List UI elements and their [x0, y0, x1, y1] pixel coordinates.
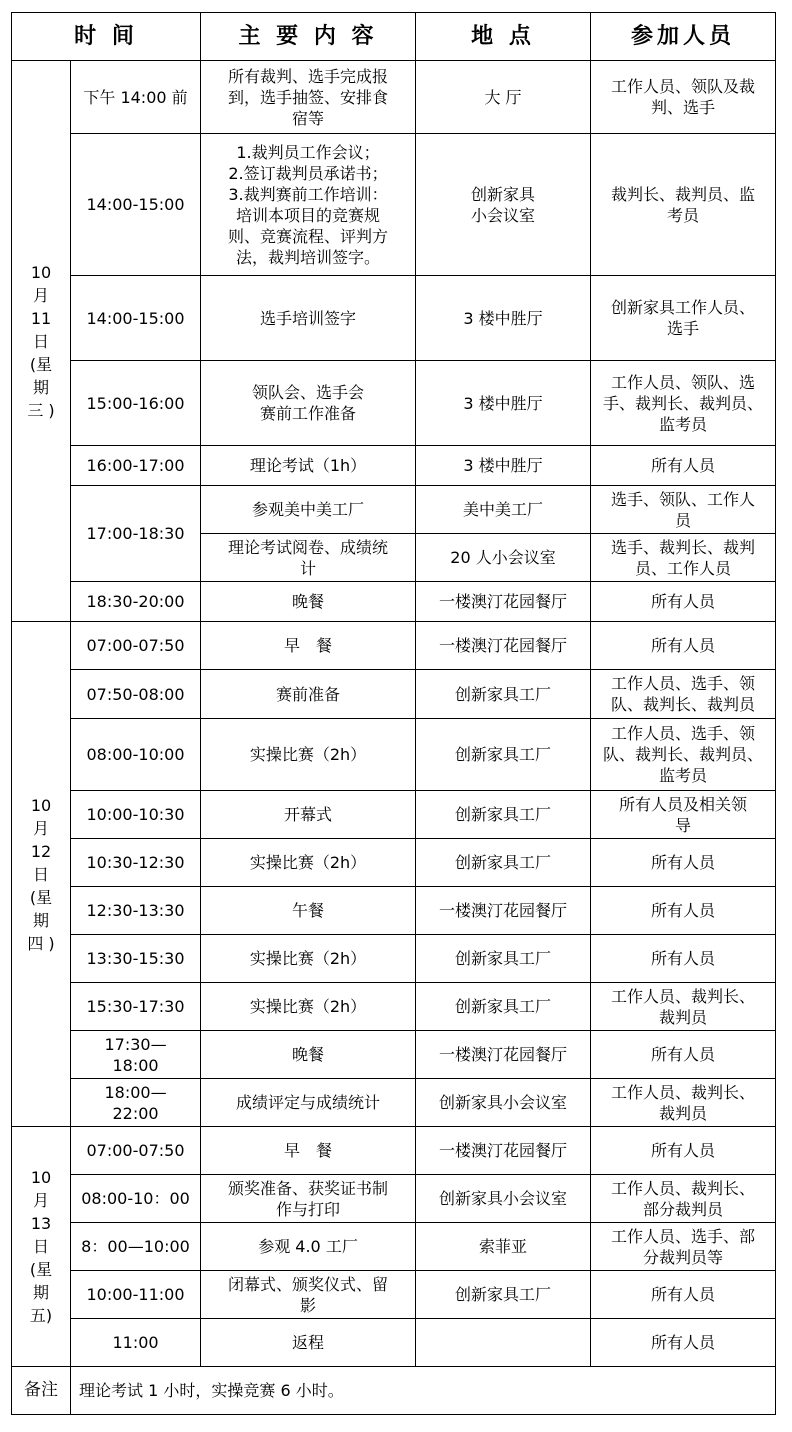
place-cell: 创新家具工厂: [416, 935, 591, 983]
table-row: [12, 486, 776, 534]
time-cell: 10:30-12:30: [71, 839, 201, 887]
people-cell: 工作人员、选手、部 分裁判员等: [591, 1223, 776, 1271]
people-cell: 工作人员、裁判长、 裁判员: [591, 1079, 776, 1127]
table-row: [12, 622, 776, 670]
table-row: [12, 446, 776, 486]
content-cell: 1.裁判员工作会议； 2.签订裁判员承诺书； 3.裁判赛前工作培训： 培训本项目的竞赛规 则、竞赛流程、评判方 法，裁判培训签字。: [201, 134, 416, 276]
table-row: [12, 983, 776, 1031]
people-cell: 选手、领队、工作人 员: [591, 486, 776, 534]
time-cell: 18:30-20:00: [71, 582, 201, 622]
remark-row: [12, 1367, 776, 1415]
table-row: [12, 1271, 776, 1319]
content-cell: 实操比赛（2h）: [201, 719, 416, 791]
table-row: [12, 361, 776, 446]
place-cell: 创新家具工厂: [416, 719, 591, 791]
header-people: 参加人员: [591, 13, 776, 61]
content-cell: 所有裁判、选手完成报 到，选手抽签、安排食 宿等: [201, 61, 416, 134]
people-cell: 工作人员、领队、选 手、裁判长、裁判员、 监考员: [591, 361, 776, 446]
time-cell: 14:00-15:00: [71, 276, 201, 361]
place-cell: 一楼澳汀花园餐厅: [416, 1127, 591, 1175]
header-row: [12, 13, 776, 61]
place-cell: 创新家具工厂: [416, 1271, 591, 1319]
time-cell: 14:00-15:00: [71, 134, 201, 276]
header-time: 时 间: [12, 13, 201, 61]
time-cell: 08:00-10：00: [71, 1175, 201, 1223]
schedule-table: [11, 12, 776, 1415]
content-cell: 早 餐: [201, 1127, 416, 1175]
content-cell: 早 餐: [201, 622, 416, 670]
time-cell: 10:00-11:00: [71, 1271, 201, 1319]
people-cell: 所有人员: [591, 622, 776, 670]
place-cell: 索菲亚: [416, 1223, 591, 1271]
day-label: 10 月 12 日 (星 期 四 ): [12, 622, 71, 1127]
people-cell: 所有人员: [591, 446, 776, 486]
table-row: [12, 61, 776, 134]
people-cell: 所有人员: [591, 582, 776, 622]
time-cell: 13:30-15:30: [71, 935, 201, 983]
time-cell: 08:00-10:00: [71, 719, 201, 791]
table-row: [12, 935, 776, 983]
people-cell: 所有人员及相关领 导: [591, 791, 776, 839]
people-cell: 所有人员: [591, 1031, 776, 1079]
place-cell: 一楼澳汀花园餐厅: [416, 622, 591, 670]
table-row: [12, 887, 776, 935]
time-cell: 07:50-08:00: [71, 670, 201, 719]
people-cell: 所有人员: [591, 1271, 776, 1319]
content-cell: 参观 4.0 工厂: [201, 1223, 416, 1271]
header-content: 主 要 内 容: [201, 13, 416, 61]
place-cell: [416, 1319, 591, 1367]
content-cell: 实操比赛（2h）: [201, 839, 416, 887]
people-cell: 工作人员、裁判长、 部分裁判员: [591, 1175, 776, 1223]
table-row: [12, 582, 776, 622]
people-cell: 所有人员: [591, 1127, 776, 1175]
time-cell: 17:30— 18:00: [71, 1031, 201, 1079]
remark-label: 备注: [12, 1367, 71, 1415]
table-row: [12, 1223, 776, 1271]
people-cell: 裁判长、裁判员、监 考员: [591, 134, 776, 276]
header-place: 地 点: [416, 13, 591, 61]
time-cell: 17:00-18:30: [71, 486, 201, 582]
time-cell: 下午 14:00 前: [71, 61, 201, 134]
place-cell: 3 楼中胜厅: [416, 276, 591, 361]
place-cell: 3 楼中胜厅: [416, 361, 591, 446]
content-cell: 闭幕式、颁奖仪式、留 影: [201, 1271, 416, 1319]
table-row: [12, 670, 776, 719]
content-cell: 参观美中美工厂: [201, 486, 416, 534]
people-cell: 工作人员、裁判长、 裁判员: [591, 983, 776, 1031]
place-cell: 大 厅: [416, 61, 591, 134]
people-cell: 创新家具工作人员、 选手: [591, 276, 776, 361]
place-cell: 一楼澳汀花园餐厅: [416, 582, 591, 622]
content-cell: 晚餐: [201, 1031, 416, 1079]
table-row: [12, 1079, 776, 1127]
people-cell: 所有人员: [591, 935, 776, 983]
content-cell: 成绩评定与成绩统计: [201, 1079, 416, 1127]
place-cell: 美中美工厂: [416, 486, 591, 534]
place-cell: 创新家具工厂: [416, 670, 591, 719]
day-label: 10 月 11 日 (星 期 三 ): [12, 61, 71, 622]
table-row: [12, 276, 776, 361]
content-cell: 晚餐: [201, 582, 416, 622]
place-cell: 创新家具工厂: [416, 983, 591, 1031]
content-cell: 颁奖准备、获奖证书制 作与打印: [201, 1175, 416, 1223]
time-cell: 07:00-07:50: [71, 1127, 201, 1175]
content-cell: 返程: [201, 1319, 416, 1367]
place-cell: 20 人小会议室: [416, 534, 591, 582]
people-cell: 工作人员、选手、领 队、裁判长、裁判员: [591, 670, 776, 719]
table-row: [12, 839, 776, 887]
time-cell: 10:00-10:30: [71, 791, 201, 839]
content-cell: 午餐: [201, 887, 416, 935]
people-cell: 所有人员: [591, 839, 776, 887]
time-cell: 11:00: [71, 1319, 201, 1367]
time-cell: 18:00— 22:00: [71, 1079, 201, 1127]
content-cell: 开幕式: [201, 791, 416, 839]
table-row: [12, 1175, 776, 1223]
people-cell: 所有人员: [591, 887, 776, 935]
people-cell: 工作人员、领队及裁 判、选手: [591, 61, 776, 134]
content-cell: 理论考试（1h）: [201, 446, 416, 486]
table-row: [12, 1319, 776, 1367]
table-row: [12, 1127, 776, 1175]
remark-text: 理论考试 1 小时，实操竞赛 6 小时。: [71, 1367, 776, 1415]
content-cell: 领队会、选手会 赛前工作准备: [201, 361, 416, 446]
content-cell: 选手培训签字: [201, 276, 416, 361]
table-row: [12, 719, 776, 791]
content-cell: 理论考试阅卷、成绩统 计: [201, 534, 416, 582]
people-cell: 所有人员: [591, 1319, 776, 1367]
place-cell: 一楼澳汀花园餐厅: [416, 887, 591, 935]
time-cell: 8：00—10:00: [71, 1223, 201, 1271]
content-cell: 实操比赛（2h）: [201, 983, 416, 1031]
time-cell: 15:00-16:00: [71, 361, 201, 446]
content-cell: 实操比赛（2h）: [201, 935, 416, 983]
place-cell: 一楼澳汀花园餐厅: [416, 1031, 591, 1079]
table-row: [12, 1031, 776, 1079]
place-cell: 创新家具工厂: [416, 839, 591, 887]
place-cell: 创新家具小会议室: [416, 1079, 591, 1127]
people-cell: 选手、裁判长、裁判 员、工作人员: [591, 534, 776, 582]
place-cell: 创新家具小会议室: [416, 1175, 591, 1223]
place-cell: 创新家具工厂: [416, 791, 591, 839]
people-cell: 工作人员、选手、领 队、裁判长、裁判员、 监考员: [591, 719, 776, 791]
time-cell: 16:00-17:00: [71, 446, 201, 486]
table-row: [12, 134, 776, 276]
content-cell: 赛前准备: [201, 670, 416, 719]
day-label: 10 月 13 日 (星 期 五): [12, 1127, 71, 1367]
time-cell: 15:30-17:30: [71, 983, 201, 1031]
table-row: [12, 791, 776, 839]
time-cell: 12:30-13:30: [71, 887, 201, 935]
place-cell: 创新家具 小会议室: [416, 134, 591, 276]
place-cell: 3 楼中胜厅: [416, 446, 591, 486]
time-cell: 07:00-07:50: [71, 622, 201, 670]
